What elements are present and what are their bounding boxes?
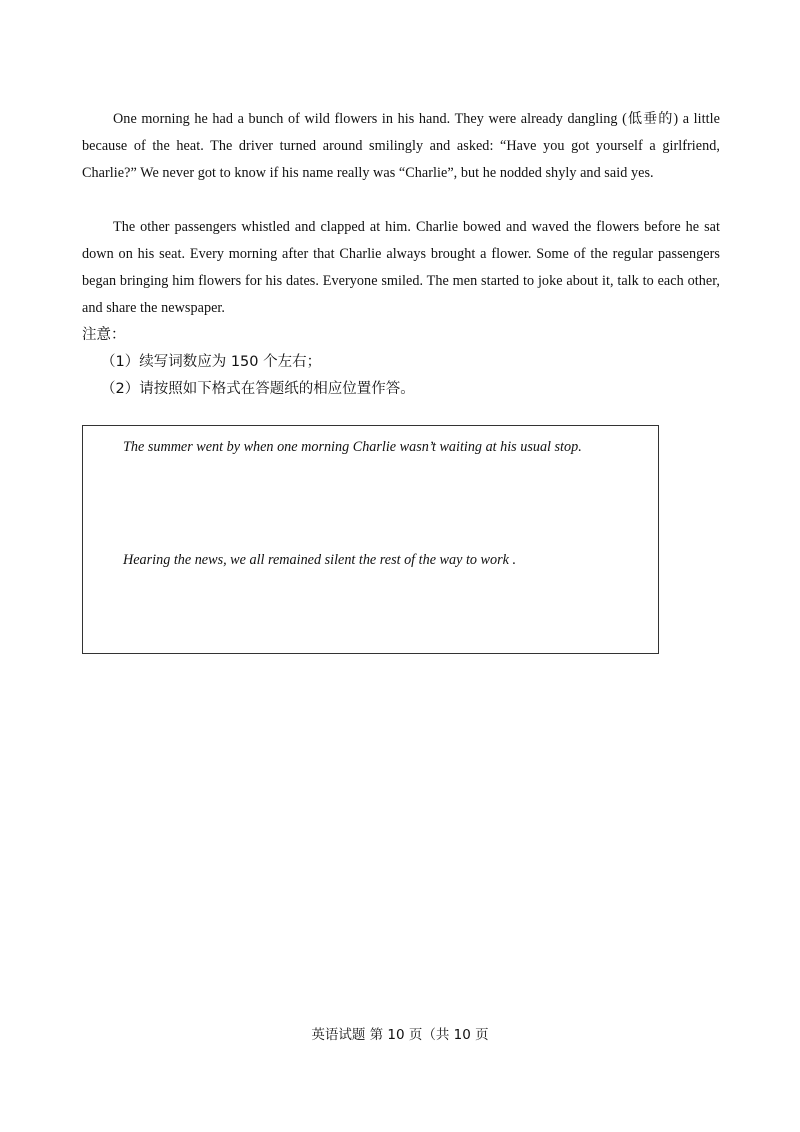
passage-paragraph-1: One morning he had a bunch of wild flowers in his hand. They were already dangling (低垂的) a little because of the heat. The driver turned around smilingly and asked: “Have you got yourself a girlfriend, Charlie?” We never got to know if his name really was “Charlie”, but he nodded shyly and said yes. — [82, 111, 720, 181]
note-item-answer-format: （2）请按照如下格式在答题纸的相应位置作答。 — [101, 381, 415, 397]
notes-heading: 注意： — [82, 327, 126, 343]
answer-format-box — [82, 425, 659, 654]
note-item-word-count: （1）续写词数应为 150 个左右； — [101, 354, 322, 370]
page-footer: 英语试题 第 10 页（共 10 页 — [311, 1027, 489, 1043]
passage-paragraph-2: The other passengers whistled and clapped at him. Charlie bowed and waved the flowers before he sat down on his seat. Every morning after that Charlie always brought a flower. Some of the regular passengers began bringing him flowers for his dates. Everyone smiled. The men started to joke about it, talk to each other, and share the newspaper. — [82, 219, 720, 316]
continuation-prompt-first: The summer went by when one morning Charlie wasn’t waiting at his usual stop. — [123, 439, 582, 455]
continuation-prompt-second: Hearing the news, we all remained silent the rest of the way to work . — [123, 552, 516, 568]
